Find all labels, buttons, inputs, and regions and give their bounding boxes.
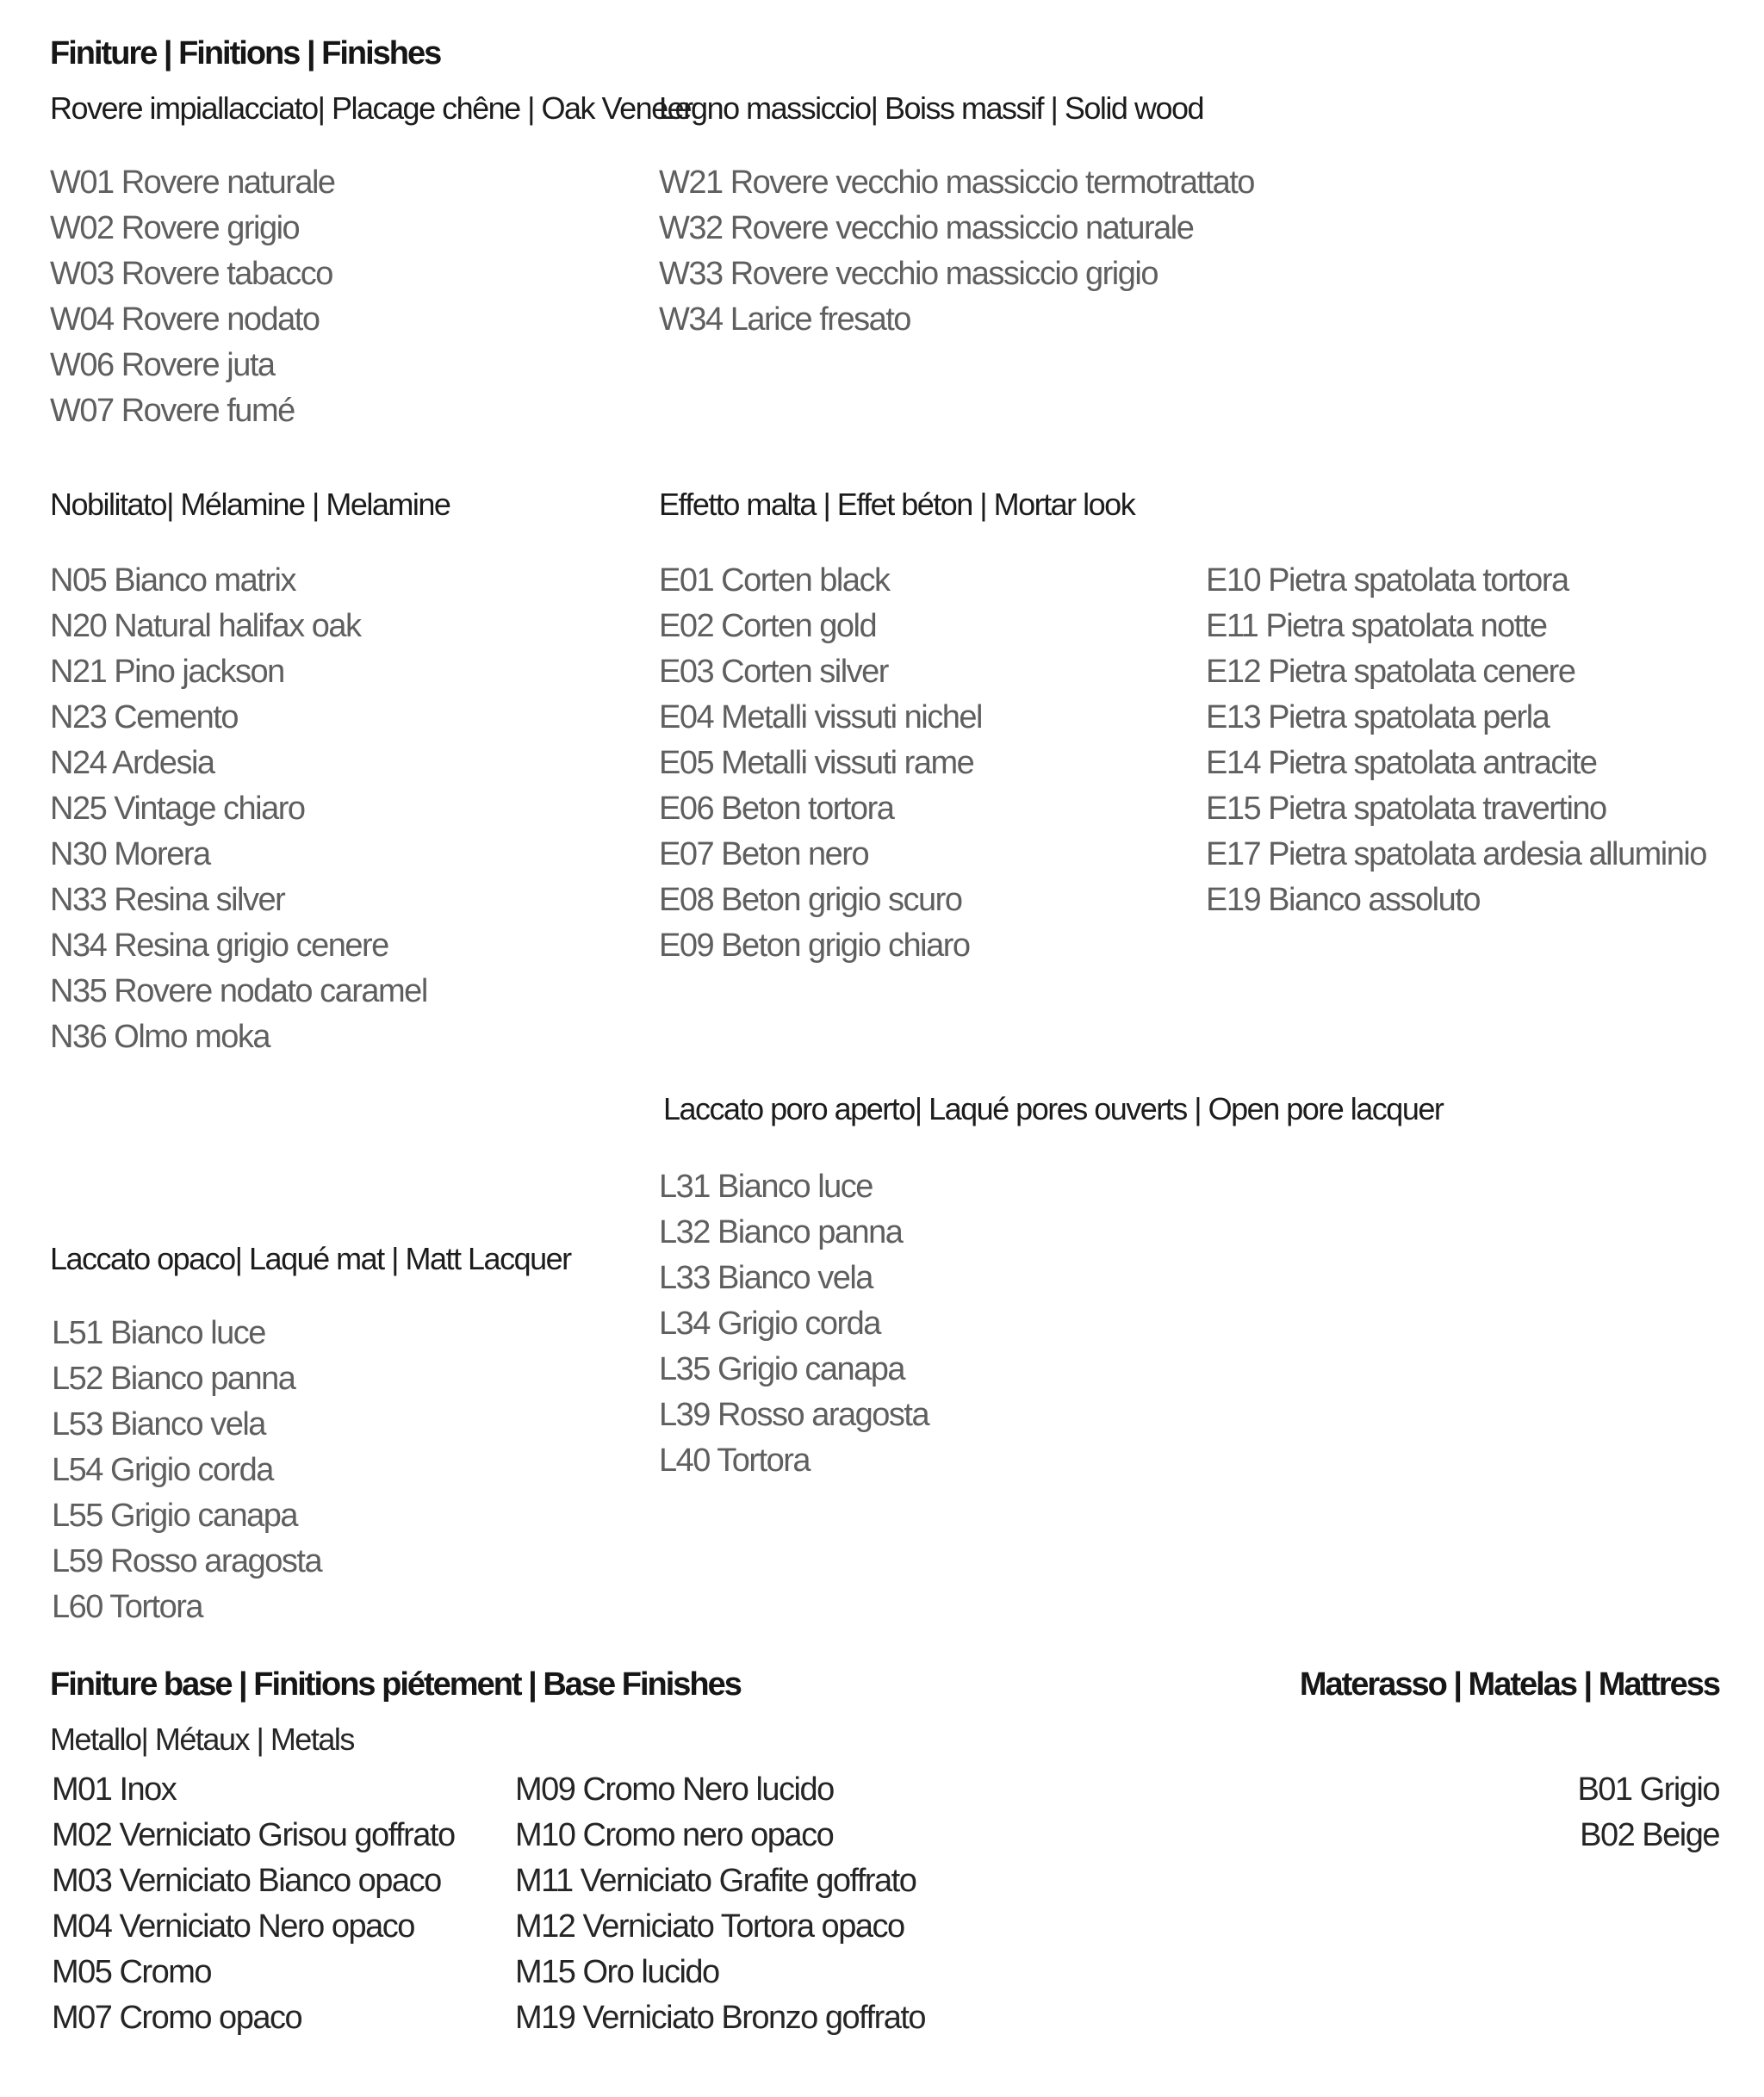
list-item: L60 Tortora xyxy=(52,1589,203,1625)
list-item: L59 Rosso aragosta xyxy=(52,1543,322,1579)
list-item: M19 Verniciato Bronzo goffrato xyxy=(515,2000,926,2036)
open-pore-lacquer-heading: Laccato poro aperto| Laqué pores ouverts | Open pore lacquer xyxy=(663,1091,1444,1126)
list-item: E13 Pietra spatolata perla xyxy=(1206,699,1550,735)
matt-lacquer-list xyxy=(52,1311,321,1630)
list-item: M03 Verniciato Bianco opaco xyxy=(52,1863,441,1899)
list-item: W34 Larice fresato xyxy=(659,301,910,338)
list-item: N35 Rovere nodato caramel xyxy=(50,973,427,1009)
list-item: W32 Rovere vecchio massiccio naturale xyxy=(659,210,1194,246)
melamine-heading: Nobilitato| Mélamine | Melamine xyxy=(50,487,450,522)
oak-veneer-list xyxy=(50,160,335,434)
list-item: E10 Pietra spatolata tortora xyxy=(1206,562,1568,599)
mortar-look-list-2 xyxy=(1206,558,1706,923)
list-item: W04 Rovere nodato xyxy=(50,301,320,338)
list-item: M02 Verniciato Grisou goffrato xyxy=(52,1817,455,1853)
list-item: N34 Resina grigio cenere xyxy=(50,928,388,964)
list-item: M01 Inox xyxy=(52,1771,177,1808)
solid-wood-list xyxy=(659,160,1254,343)
list-item: N25 Vintage chiaro xyxy=(50,791,305,827)
base-finishes-heading: Finiture base | Finitions piétement | Base Finishes xyxy=(50,1666,741,1703)
list-item: N33 Resina silver xyxy=(50,882,285,918)
list-item: L55 Grigio canapa xyxy=(52,1498,298,1534)
mortar-look-list-1 xyxy=(659,558,982,969)
list-item: E12 Pietra spatolata cenere xyxy=(1206,654,1575,690)
list-item: M11 Verniciato Grafite goffrato xyxy=(515,1863,916,1899)
list-item: M12 Verniciato Tortora opaco xyxy=(515,1908,904,1945)
list-item: E05 Metalli vissuti rame xyxy=(659,745,974,781)
metals-list-2 xyxy=(515,1767,925,2041)
list-item: E19 Bianco assoluto xyxy=(1206,882,1480,918)
list-item: W07 Rovere fumé xyxy=(50,393,295,429)
list-item: N30 Morera xyxy=(50,836,210,872)
metals-list-1 xyxy=(52,1767,455,2041)
list-item: L40 Tortora xyxy=(659,1442,811,1479)
list-item: M09 Cromo Nero lucido xyxy=(515,1771,834,1808)
list-item: M05 Cromo xyxy=(52,1954,211,1990)
list-item: E15 Pietra spatolata travertino xyxy=(1206,791,1606,827)
solid-wood-heading: Legno massiccio| Boiss massif | Solid wood xyxy=(659,90,1204,126)
mattress-heading: Materasso | Matelas | Mattress xyxy=(1299,1666,1719,1703)
list-item: W01 Rovere naturale xyxy=(50,164,335,201)
list-item: L31 Bianco luce xyxy=(659,1169,873,1205)
list-item: N21 Pino jackson xyxy=(50,654,284,690)
list-item: E03 Corten silver xyxy=(659,654,888,690)
melamine-list xyxy=(50,558,427,1060)
list-item: L39 Rosso aragosta xyxy=(659,1397,929,1433)
list-item: M04 Verniciato Nero opaco xyxy=(52,1908,414,1945)
list-item: W03 Rovere tabacco xyxy=(50,256,332,292)
list-item: E17 Pietra spatolata ardesia alluminio xyxy=(1206,836,1706,872)
list-item: L52 Bianco panna xyxy=(52,1361,295,1397)
list-item: L32 Bianco panna xyxy=(659,1214,903,1250)
matt-lacquer-heading: Laccato opaco| Laqué mat | Matt Lacquer xyxy=(50,1241,571,1276)
list-item: N20 Natural halifax oak xyxy=(50,608,361,644)
list-item: W33 Rovere vecchio massiccio grigio xyxy=(659,256,1158,292)
list-item: N36 Olmo moka xyxy=(50,1019,270,1055)
list-item: L34 Grigio corda xyxy=(659,1306,880,1342)
list-item: L51 Bianco luce xyxy=(52,1315,265,1351)
list-item: E06 Beton tortora xyxy=(659,791,894,827)
list-item: L35 Grigio canapa xyxy=(659,1351,905,1387)
list-item: E14 Pietra spatolata antracite xyxy=(1206,745,1597,781)
list-item: M07 Cromo opaco xyxy=(52,2000,302,2036)
mattress-list xyxy=(1577,1767,1719,1858)
list-item: E01 Corten black xyxy=(659,562,890,599)
list-item: N24 Ardesia xyxy=(50,745,214,781)
oak-veneer-heading: Rovere impiallacciato| Placage chêne | Oak Veneer xyxy=(50,90,693,126)
list-item: E11 Pietra spatolata notte xyxy=(1206,608,1547,644)
list-item: E09 Beton grigio chiaro xyxy=(659,928,970,964)
page-title: Finiture | Finitions | Finishes xyxy=(50,35,441,71)
list-item: L53 Bianco vela xyxy=(52,1406,265,1442)
list-item: M15 Oro lucido xyxy=(515,1954,719,1990)
list-item: W06 Rovere juta xyxy=(50,347,275,383)
list-item: L33 Bianco vela xyxy=(659,1260,873,1296)
list-item: M10 Cromo nero opaco xyxy=(515,1817,834,1853)
list-item: N05 Bianco matrix xyxy=(50,562,295,599)
list-item: L54 Grigio corda xyxy=(52,1452,273,1488)
list-item: E02 Corten gold xyxy=(659,608,877,644)
metals-heading: Metallo| Métaux | Metals xyxy=(50,1722,354,1757)
list-item: E07 Beton nero xyxy=(659,836,869,872)
mortar-look-heading: Effetto malta | Effet béton | Mortar look xyxy=(659,487,1135,522)
list-item: B02 Beige xyxy=(1580,1817,1719,1853)
list-item: N23 Cemento xyxy=(50,699,238,735)
list-item: E04 Metalli vissuti nichel xyxy=(659,699,982,735)
list-item: E08 Beton grigio scuro xyxy=(659,882,962,918)
list-item: W02 Rovere grigio xyxy=(50,210,300,246)
list-item: B01 Grigio xyxy=(1577,1771,1719,1808)
open-pore-lacquer-list xyxy=(659,1164,929,1484)
list-item: W21 Rovere vecchio massiccio termotrattato xyxy=(659,164,1254,201)
